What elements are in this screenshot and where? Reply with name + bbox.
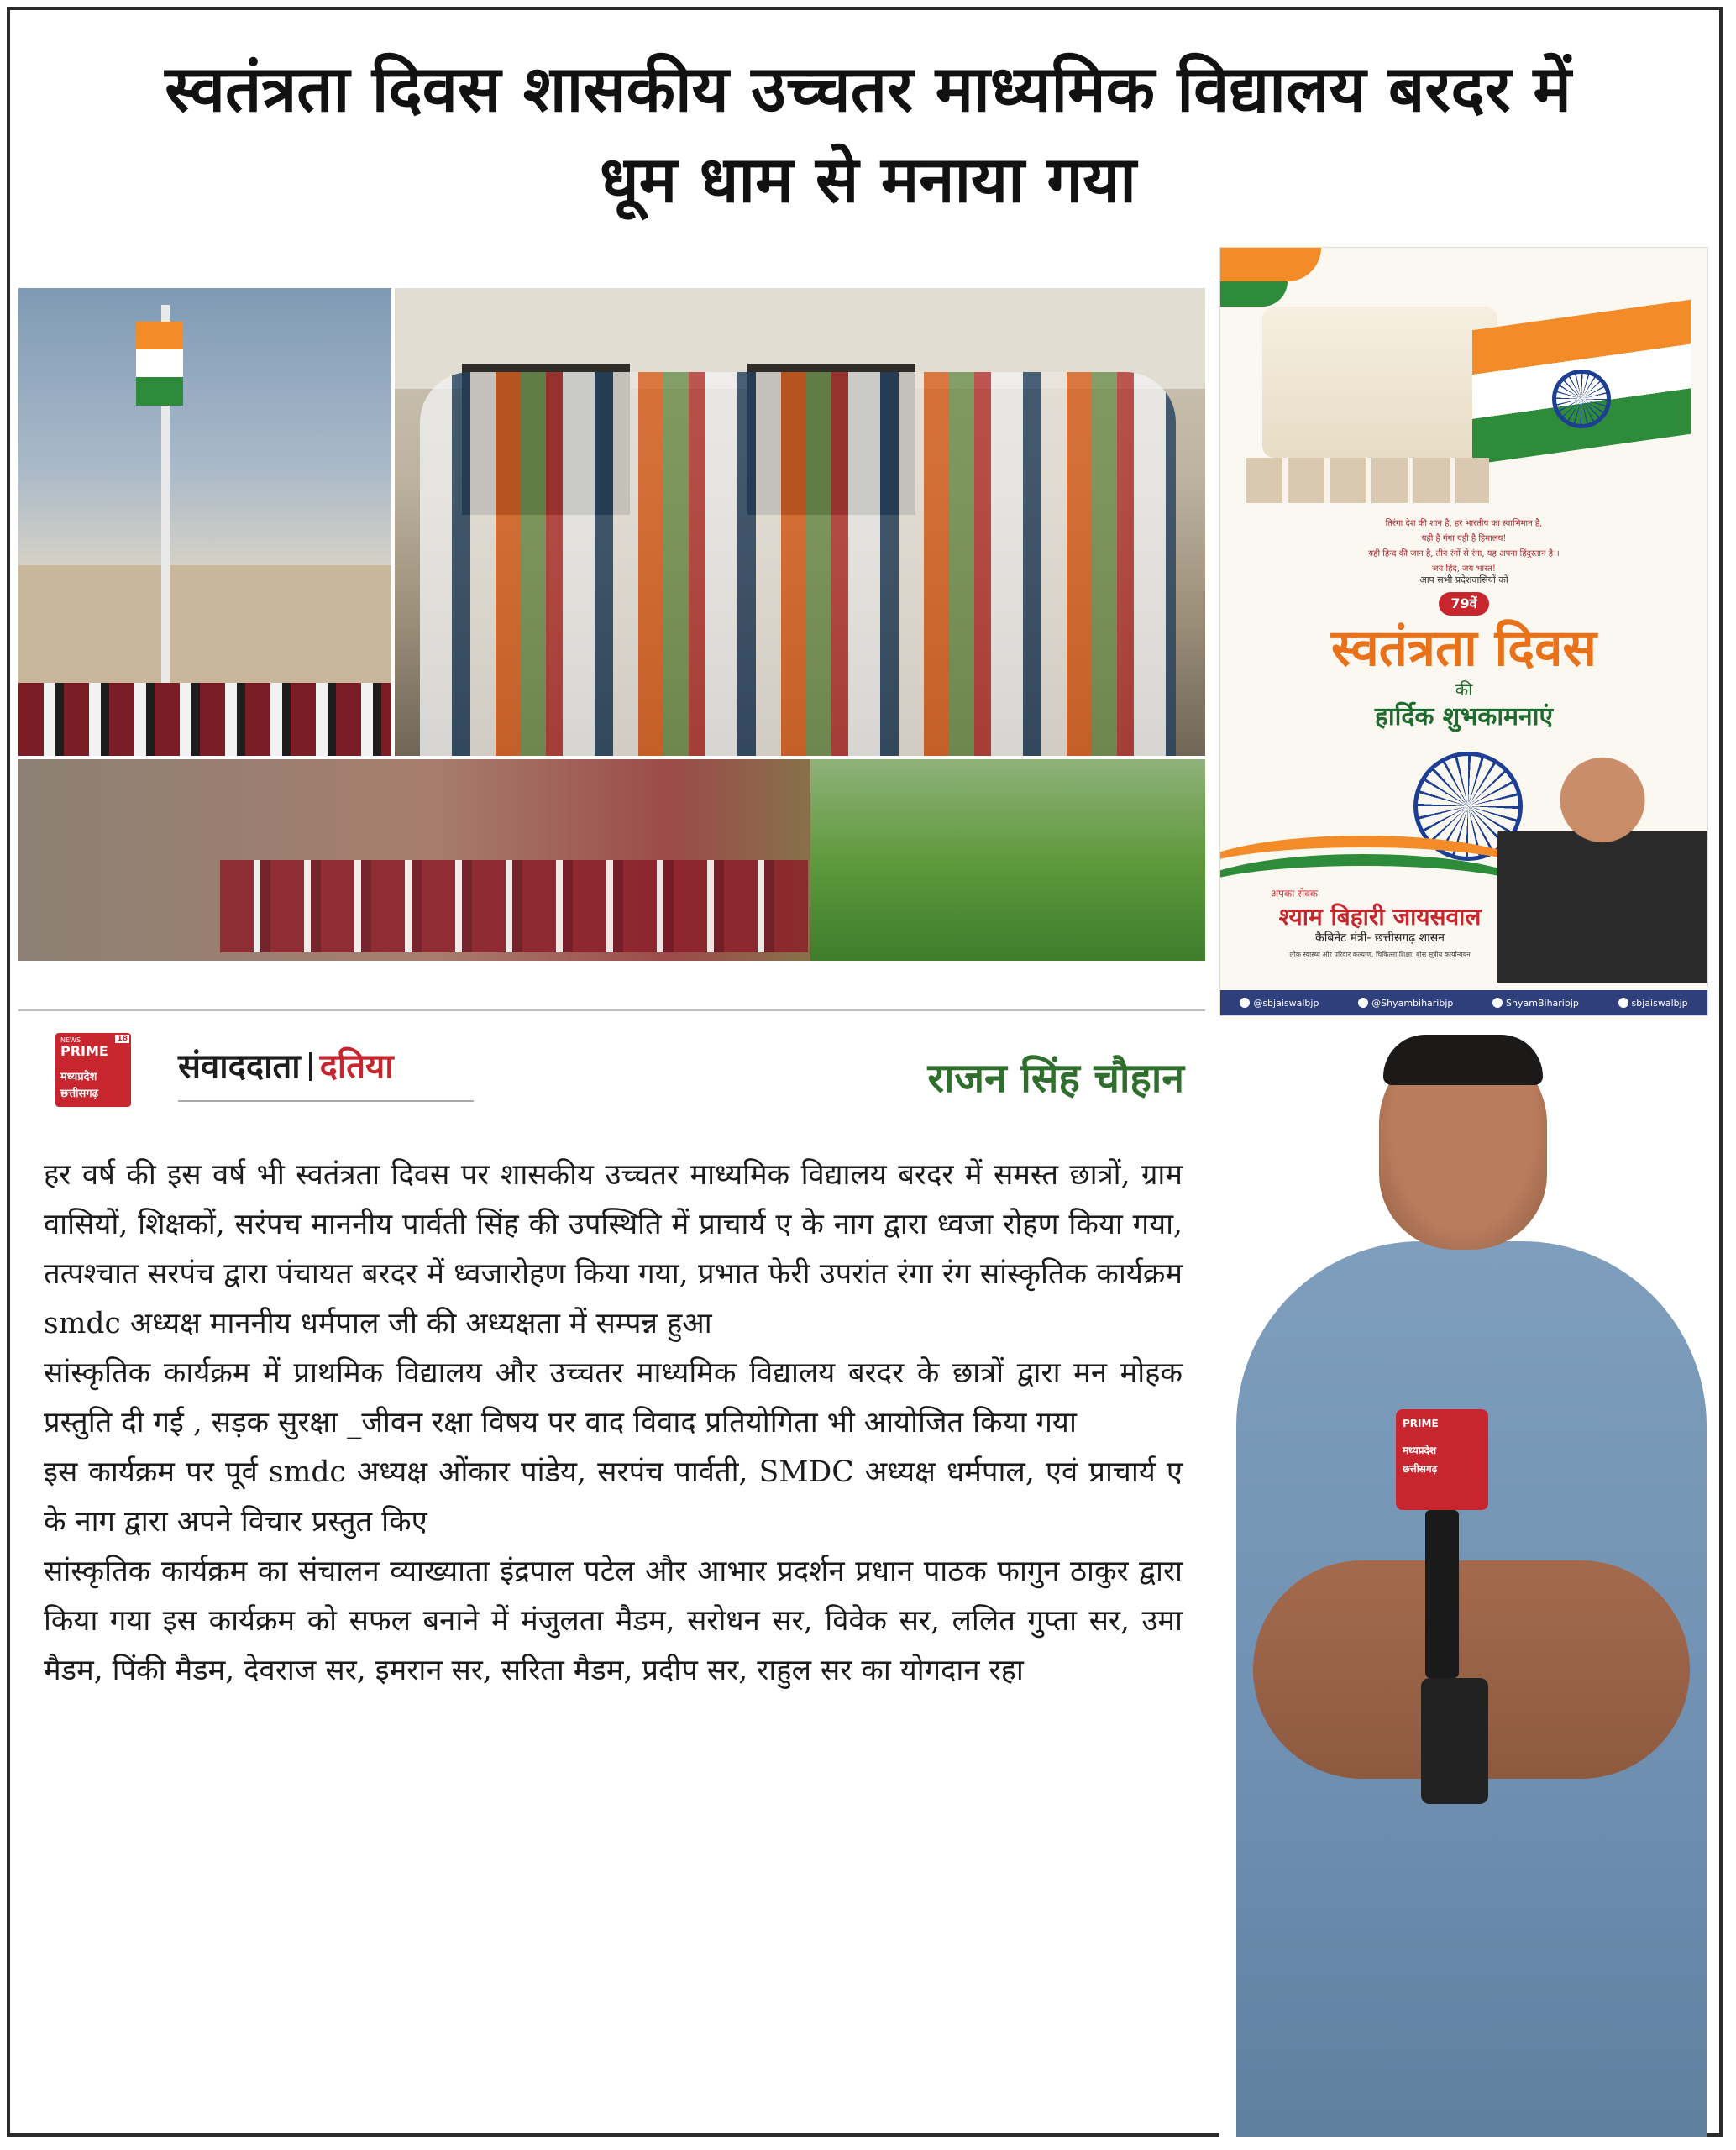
rally-photo xyxy=(18,759,1205,961)
poster-number: 79वें xyxy=(1439,592,1489,616)
leader-thumbnails xyxy=(1246,458,1489,503)
youtube-icon xyxy=(1618,998,1628,1008)
microphone-icon: PRIME मध्यप्रदेश छत्तीसगढ़ xyxy=(1396,1409,1488,1510)
article-paragraph-4: सांस्कृतिक कार्यक्रम का संचालन व्याख्याता इंद्रपाल पटेल और आभार प्रदर्शन प्रधान पाठक फागुन ठाकुर द्वारा किया गया इस कार्यक्रम को सफल बनाने में मंजुलता मैडम, सरोधन सर, विवेक सर, ललित गुप्ता सर, उमा मैडम, पिंकी मैडम, देवराज सर, इमरान सर, सरिता मैडम, प्रदीप सर, राहुल सर का योगदान रहा xyxy=(44,1555,1183,1687)
minister-photo xyxy=(1497,739,1707,983)
news-prime-logo: NEWS PRIME 18 मध्यप्रदेश छत्तीसगढ़ xyxy=(55,1033,131,1107)
ashoka-chakra-icon xyxy=(1552,370,1611,428)
instagram-icon xyxy=(1358,998,1368,1008)
article-body xyxy=(44,1151,1183,1696)
independence-day-poster xyxy=(1219,247,1708,1016)
author-name: राजन सिंह चौहान xyxy=(927,1055,1184,1102)
flag-hoisting-photo xyxy=(18,288,391,756)
tricolor-flag-icon xyxy=(136,322,183,406)
article-paragraph-3: इस कार्यक्रम पर पूर्व smdc अध्यक्ष ओंकार पांडेय, सरपंच पार्वती, SMDC अध्यक्ष धर्मपाल, एवं प्राचार्य ए के नाग द्वारा अपने विचार प्रस्तुत किए xyxy=(44,1455,1183,1539)
poster-verse: तिरंगा देश की शान है, हर भारतीय का स्वाभिमान है, यही है गंगा यही है हिमालय! यही हिन्द की जान है, तीन रंगों से रंगा, यह अपना हिंदुस्तान है।। जय हिंद, जय भारत! xyxy=(1368,519,1560,574)
headline xyxy=(25,44,1711,225)
social-handles xyxy=(1220,990,1707,1015)
twitter-icon xyxy=(1492,998,1503,1008)
poster-greeting: आप सभी प्रदेशवासियों को xyxy=(1419,574,1508,585)
correspondent-label: संवाददाता दतिया xyxy=(178,1047,394,1086)
correspondent-place: दतिया xyxy=(319,1047,394,1086)
poster-wish: हार्दिक शुभकामनाएं xyxy=(1374,702,1554,732)
article-paragraph-2: सांस्कृतिक कार्यक्रम में प्राथमिक विद्यालय और उच्चतर माध्यमिक विद्यालय बरदर के छात्रों द्वारा मन मोहक प्रस्तुति दी गई , सड़क सुरक्षा _जीवन रक्षा विषय पर वाद विवाद प्रतियोगिता भी आयोजित किया गया xyxy=(44,1356,1183,1439)
leaders-image xyxy=(1262,307,1497,458)
minister-role: कैबिनेट मंत्री- छत्तीसगढ़ शासन xyxy=(1314,931,1445,945)
minister-dept: लोक स्वास्थ्य और परिवार कल्याण, चिकित्सा शिक्षा, बीस सूत्रीय कार्यान्वयन xyxy=(1289,951,1471,958)
poster-ki: की xyxy=(1455,679,1473,700)
minister-name: अपका सेवक श्याम बिहारी जायसवाल xyxy=(1271,888,1482,931)
youtube-handle: sbjaiswalbjp xyxy=(1618,998,1688,1009)
article-paragraph-1: हर वर्ष की इस वर्ष भी स्वतंत्रता दिवस पर शासकीय उच्चतर माध्यमिक विद्यालय बरदर में समस्त छात्रों, ग्राम वासियों, शिक्षकों, सरंपच माननीय पार्वती सिंह की उपस्थिति में प्राचार्य ए के नाग द्वारा ध्वजा रोहण किया गया, तत्पश्चात सरपंच द्वारा पंचायत बरदर में ध्वजारोहण किया गया, प्रभात फेरी उपरांत रंगा रंग सांस्कृतिक कार्यक्रम smdc अध्यक्ष माननीय धर्मपाल जी की अध्यक्षता में सम्पन्न हुआ xyxy=(44,1158,1183,1340)
section-divider xyxy=(18,1009,1205,1011)
facebook-handle: @sbjaiswalbjp xyxy=(1240,998,1319,1009)
headline-line-2: धूम धाम से मनाया गया xyxy=(600,142,1136,217)
instagram-handle: @Shyambiharibjp xyxy=(1358,998,1453,1009)
group-photo xyxy=(395,288,1205,756)
poster-title: स्वतंत्रता दिवस xyxy=(1331,619,1597,678)
twitter-handle: ShyamBiharibjp xyxy=(1492,998,1579,1009)
facebook-icon xyxy=(1240,998,1250,1008)
reporter-photo xyxy=(1219,1023,1707,2137)
headline-line-1: स्वतंत्रता दिवस शासकीय उच्चतर माध्यमिक विद्यालय बरदर में xyxy=(165,51,1571,126)
phone-icon xyxy=(1421,1678,1488,1804)
